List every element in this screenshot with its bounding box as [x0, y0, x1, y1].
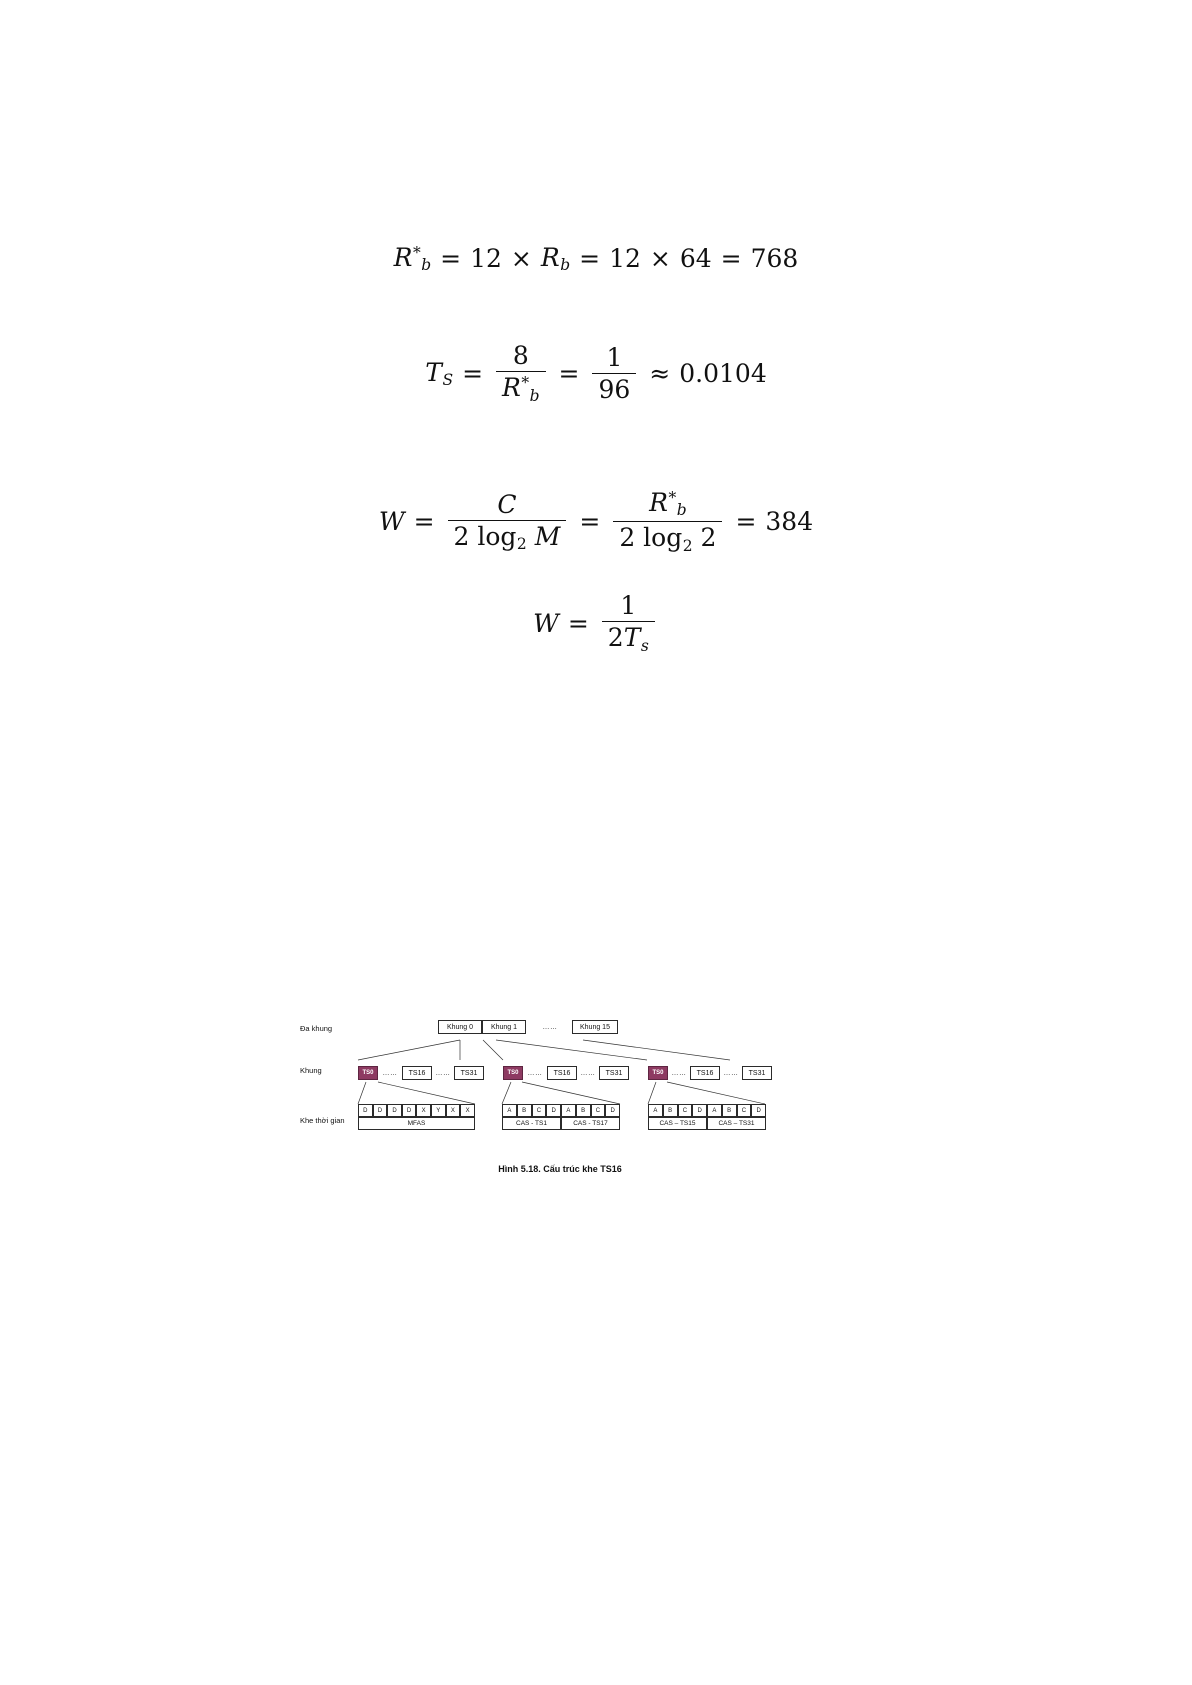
- eq3-equals-1: =: [413, 507, 435, 537]
- eq2-frac1-denominator: $R^*_b$: [502, 373, 540, 405]
- timeslot-2-cell-0: A: [648, 1104, 663, 1117]
- timeslot-2-cell-5: B: [722, 1104, 737, 1117]
- frame-group-2-ts16: TS16: [690, 1066, 720, 1080]
- eq1-term-1: 12: [470, 244, 502, 274]
- eq1-equals-3: =: [720, 244, 742, 274]
- frame-group-1-ts31: TS31: [599, 1066, 629, 1080]
- timeslot-0-label-mfas: MFAS: [358, 1117, 475, 1130]
- eq3-frac1-denominator: 2 $\log_2 M$: [453, 521, 561, 554]
- frame-group-0-ts31: TS31: [454, 1066, 484, 1080]
- timeslot-2-cell-7: D: [751, 1104, 766, 1117]
- frame-group-2-ts0: TS0: [648, 1066, 668, 1080]
- frame-group-1-dots-2: ……: [580, 1069, 596, 1077]
- frame-group-2-ts31: TS31: [742, 1066, 772, 1080]
- timeslot-1-cell-2: C: [532, 1104, 547, 1117]
- eq1-equals-2: =: [579, 244, 601, 274]
- timeslot-0-cell-2: D: [387, 1104, 402, 1117]
- frame-group-2-dots-1: ……: [671, 1069, 687, 1077]
- timeslot-1-cell-4: A: [561, 1104, 576, 1117]
- eq2-equals-2: =: [558, 358, 580, 388]
- eq3-fraction-2: [613, 487, 722, 556]
- eq2-fraction-1: [496, 340, 546, 406]
- eq2-equals-1: =: [462, 358, 484, 388]
- timeslot-2-label-cas-ts31: CAS – TS31: [707, 1117, 766, 1130]
- eq3-result: 384: [765, 507, 814, 537]
- eq1-term-4: 64: [679, 244, 712, 274]
- timeslot-1-label-cas-ts1: CAS - TS1: [502, 1117, 561, 1130]
- timeslot-0-cell-0: D: [358, 1104, 373, 1117]
- timeslot-2-label-cas-ts15: CAS – TS15: [648, 1117, 707, 1130]
- timeslot-2-cell-3: D: [692, 1104, 707, 1117]
- equation-bandwidth: [0, 487, 1192, 556]
- eq2-frac2-numerator: 1: [606, 342, 623, 372]
- eq2-fraction-2: [592, 342, 636, 405]
- equation-bit-rate: [0, 243, 1192, 274]
- multiframe-dots: ……: [542, 1023, 558, 1031]
- frame-group-0-ts16: TS16: [402, 1066, 432, 1080]
- frame-group-1-dots-1: ……: [527, 1069, 543, 1077]
- frame-group-0-dots-1: ……: [382, 1069, 398, 1077]
- eq1-times-2: ×: [649, 244, 671, 274]
- timeslot-1-cell-3: D: [546, 1104, 561, 1117]
- timeslot-1-cell-5: B: [576, 1104, 591, 1117]
- frame-group-0-dots-2: ……: [435, 1069, 451, 1077]
- eq3-lhs: W: [378, 507, 405, 537]
- eq1-times-1: ×: [510, 244, 532, 274]
- timeslot-0-cell-7: X: [460, 1104, 475, 1117]
- multiframe-box-1: Khung 1: [482, 1020, 526, 1034]
- timeslot-2-cell-1: B: [663, 1104, 678, 1117]
- eq1-equals-1: =: [440, 244, 462, 274]
- row-label-multiframe: Đa khung: [300, 1024, 333, 1033]
- timeslot-0-cell-6: X: [446, 1104, 461, 1117]
- eq2-lhs: $T_S$: [425, 357, 454, 389]
- eq2-frac2-denominator: 96: [598, 374, 631, 404]
- eq4-numerator: 1: [620, 591, 637, 620]
- frame-group-0-ts0: TS0: [358, 1066, 378, 1080]
- timeslot-2-cell-2: C: [678, 1104, 693, 1117]
- frame-group-1-ts16: TS16: [547, 1066, 577, 1080]
- eq3-equals-3: =: [735, 507, 757, 537]
- eq3-frac1-numerator: C: [497, 489, 517, 519]
- timeslot-2-cell-4: A: [707, 1104, 722, 1117]
- frame-group-1-ts0: TS0: [503, 1066, 523, 1080]
- timeslot-1-cell-6: C: [591, 1104, 606, 1117]
- eq3-frac2-numerator: $R^*_b$: [649, 488, 687, 520]
- timeslot-1-cell-0: A: [502, 1104, 517, 1117]
- timeslot-1-cell-1: B: [517, 1104, 532, 1117]
- frame-group-2-dots-2: ……: [723, 1069, 739, 1077]
- eq3-fraction-1: [448, 489, 567, 555]
- eq1-lhs: $R^*_b$: [393, 243, 432, 275]
- eq3-equals-2: =: [579, 507, 601, 537]
- eq2-approx: ≈: [649, 358, 671, 388]
- timeslot-0-cell-5: Y: [431, 1104, 446, 1117]
- equation-symbol-period: [0, 340, 1192, 406]
- timeslot-2-cell-6: C: [737, 1104, 752, 1117]
- figure-ts16-structure: [300, 1004, 820, 1179]
- eq3-frac2-denominator: 2 $\log_2 2$: [619, 523, 717, 555]
- eq1-term-2: $R_b$: [540, 243, 571, 275]
- eq1-result: 768: [750, 244, 799, 274]
- eq4-denominator: $2T_s$: [607, 623, 649, 655]
- timeslot-1-label-cas-ts17: CAS - TS17: [561, 1117, 620, 1130]
- eq4-equals: =: [567, 608, 589, 638]
- equation-bandwidth-nyquist: [0, 590, 1192, 656]
- figure-caption: Hình 5.18. Cấu trúc khe TS16: [498, 1164, 622, 1174]
- timeslot-1-cell-7: D: [605, 1104, 620, 1117]
- row-label-timeslot: Khe thời gian: [300, 1116, 345, 1125]
- eq4-lhs: W: [533, 608, 559, 638]
- eq2-frac1-numerator: 8: [512, 341, 529, 370]
- eq4-fraction: [602, 590, 655, 656]
- timeslot-0-cell-4: X: [416, 1104, 431, 1117]
- eq2-result: 0.0104: [679, 358, 767, 388]
- multiframe-box-0: Khung 0: [438, 1020, 482, 1034]
- eq1-term-3: 12: [609, 244, 641, 274]
- timeslot-0-cell-3: D: [402, 1104, 417, 1117]
- row-label-frame: Khung: [300, 1066, 322, 1075]
- multiframe-box-2: Khung 15: [572, 1020, 618, 1034]
- timeslot-0-cell-1: D: [373, 1104, 388, 1117]
